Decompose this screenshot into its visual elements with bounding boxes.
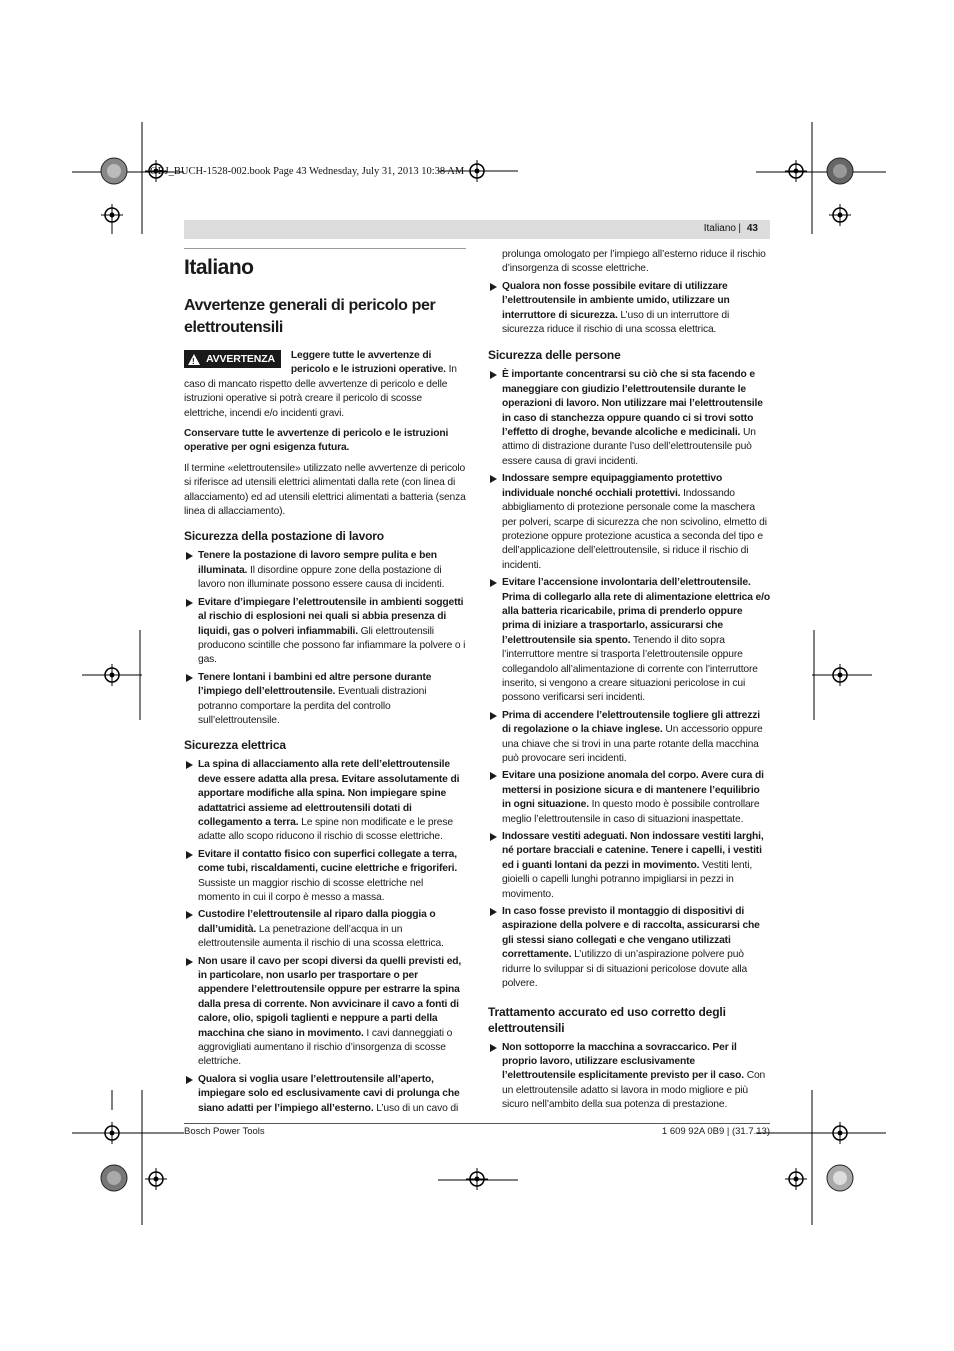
item-text: Un attimo di distrazione durante l’uso dell’elettroutensile può essere causa di gravi incidenti.	[502, 427, 756, 467]
heading-workplace: Sicurezza della postazione di lavoro	[184, 529, 384, 544]
item-bold: È importante concentrarsi su ciò che si sta facendo e maneggiare con giudizio l’elettroutensile durante le operazioni di lavoro. Non utilizzare mai l’elettroutensile in caso di stanchezza oppure quando ci si trovi sotto l’effetto di droghe, bevande alcoliche e medicinali.	[502, 369, 763, 439]
bullet-arrow-icon	[186, 761, 193, 769]
item-bold: Tenere lontani i bambini ed altre persone durante l’impiego dell’elettroutensile.	[198, 671, 432, 698]
crosshair-icon	[829, 1122, 851, 1144]
bullet-arrow-icon	[186, 958, 193, 966]
item-text: Gli elettroutensili producono scintille che possono far infiammare la polvere o i gas.	[198, 625, 466, 666]
item-bold: Non usare il cavo per scopi diversi da quelli previsti ed, in particolare, non usarlo per trasportare o per appendere l’elettroutensile oppure per estrarre la spina dalla presa di corrente. Non avvicinare il cavo a fonti di calore, olio, spigoli taglienti e neppure a parti della macchina che siano in movimento.	[198, 955, 462, 1039]
item-text: Le spine non modificate e le prese adatte allo scopo riducono il rischio di scosse elettriche.	[198, 816, 453, 843]
footer-doc-code: 1 609 92A 0B9 | (31.7.13)	[661, 1126, 770, 1137]
item-bold: Qualora si voglia usare l’elettroutensile all’aperto, impiegare solo ed esclusivamente cavi di prolunga che siano adatti per l’impiego all’esterno.	[198, 1073, 460, 1114]
list-item	[488, 368, 770, 469]
registration-mark-top-left	[72, 122, 184, 234]
bullet-arrow-icon	[490, 712, 497, 720]
item-bold: Prima di accendere l’elettroutensile togliere gli attrezzi di regolazione o la chiave inglese.	[502, 709, 760, 736]
item-bold: La spina di allacciamento alla rete dell’elettroutensile deve essere adatta alla presa. Evitare assolutamente di apportare modifiche alla spina. Non impiegare spine adattatrici assieme ad elettroutensili dotati di collegamento a terra.	[198, 759, 460, 828]
item-bold: Custodire l’elettroutensile al riparo dalla pioggia o dall’umidità.	[198, 909, 436, 935]
item-bold: In caso fosse previsto il montaggio di dispositivi di aspirazione della polvere e di raccolta, assicurarsi che gli stessi siano collegati e che vengano utilizzati correttamente.	[502, 906, 760, 961]
bullet-arrow-icon	[490, 283, 497, 291]
starburst-icon	[100, 157, 128, 185]
item-text: L’uso di un interruttore di sicurezza riduce il rischio di una scossa elettrica.	[502, 309, 730, 336]
warning-text-start: In	[448, 364, 457, 376]
page-header	[184, 220, 770, 239]
bullet-arrow-icon	[490, 772, 497, 780]
item-bold: Indossare sempre equipaggiamento protettivo individuale nonché occhiali protettivi.	[502, 473, 723, 499]
crosshair-icon	[829, 204, 851, 226]
registration-mark-top-right	[756, 122, 886, 234]
bullet-arrow-icon	[186, 1076, 193, 1084]
item-text: Indossando abbigliamento di protezione personale come la maschera per polveri, scarpe di sicurezza che non scivolino, elmetto di protezione oppure protezione acustica a seconda del tipo e dell’applicazione dell’elettroutensile, si riduce il rischio di incidenti.	[502, 487, 767, 571]
list-item	[184, 596, 466, 668]
keep-notice	[184, 427, 466, 456]
bullet-arrow-icon	[490, 579, 497, 587]
page-number: 43	[746, 223, 758, 234]
bullet-arrow-icon	[490, 908, 497, 916]
item-text: Il disordine oppure zone della postazione di lavoro non illuminate possono essere causa di incidenti.	[198, 564, 445, 591]
center-line-bottom	[438, 1179, 518, 1181]
list-item	[488, 280, 770, 338]
warning-badge	[184, 350, 281, 368]
warning-bold-text: Leggere tutte le avvertenze di pericolo e le istruzioni operative.	[290, 350, 446, 376]
continuation-text: prolunga omologato per l’impiego all’esterno riduce il rischio d’insorgenza di scosse elettriche.	[502, 249, 766, 275]
list-item	[488, 830, 770, 902]
item-text: I cavi danneggiati o aggrovigliati aumentano il rischio d’insorgenza di scosse elettriche.	[198, 1027, 453, 1068]
item-text: Con un elettroutensile adatto si lavora in modo migliore e più sicuro nell’ambito della sua potenza di prestazione.	[502, 1070, 766, 1111]
item-text: Tenendo il dito sopra l’interruttore mentre si trasporta l’elettroutensile oppure collegandolo all’alimentazione di corrente con l’interruttore inserito, si vengono a creare situazioni pericolose in cui possono verificarsi seri incidenti.	[502, 634, 758, 704]
heading-personal: Sicurezza delle persone	[488, 348, 621, 363]
item-bold: Evitare il contatto fisico con superfici collegate a terra, come tubi, riscaldamenti, cucine elettriche e frigoriferi.	[198, 848, 458, 875]
crosshair-icon	[785, 160, 807, 182]
starburst-icon	[826, 1164, 854, 1192]
list-item	[488, 769, 770, 827]
warning-lead	[291, 349, 466, 378]
term-paragraph: Il termine «elettroutensile» utilizzato nelle avvertenze di pericolo si riferisce ad utensili elettrici alimentati dalla rete (con linea di allacciamento) ed ad utensili elettrici alimentati a batteria (senza linea di allacciamento).	[184, 462, 466, 518]
warning-text: caso di mancato rispetto delle avvertenze di pericolo e delle istruzioni operative si potrà creare il pericolo di scosse elettriche, incendi e/o incidenti gravi.	[184, 378, 448, 419]
list-item	[488, 472, 770, 573]
crosshair-icon	[101, 204, 123, 226]
starburst-icon	[826, 157, 854, 185]
item-text: In questo modo è possibile controllare meglio l’elettroutensile in caso di situazioni inaspettate.	[502, 799, 760, 825]
keep-notice-text: Conservare tutte le avvertenze di pericolo e le istruzioni operative per ogni esigenza futura.	[184, 428, 449, 454]
heading-handling: Trattamento accurato ed uso corretto degli elettroutensili	[488, 1004, 726, 1035]
item-bold: Evitare l’accensione involontaria dell’elettroutensile. Prima di collegarlo alla rete di alimentazione elettrica e/o alla batteria ricaricabile, prima di prenderlo oppure prima di iniziare a trasportarlo, assicurarsi che l’elettroutensile sia spento.	[502, 577, 770, 646]
crosshair-icon	[101, 1122, 123, 1144]
list-item	[488, 905, 770, 991]
list-item	[184, 1073, 466, 1116]
bullet-arrow-icon	[490, 371, 497, 379]
title-rule	[184, 248, 466, 249]
registration-mark-bottom-left	[72, 1090, 184, 1225]
item-text: L’utilizzo di un’aspirazione polvere può ridurre lo sviluppar si di situazioni pericolose dovute alla polvere.	[502, 949, 748, 990]
list-item	[488, 709, 770, 767]
bullet-arrow-icon	[490, 833, 497, 841]
list-item	[488, 1041, 770, 1113]
list-item	[184, 908, 466, 951]
warning-badge-label: AVVERTENZA	[206, 352, 275, 365]
item-bold: Evitare d’impiegare l’elettroutensile in ambienti soggetti al rischio di esplosioni nei quali si abbia presenza di liquidi, gas o polveri infiammabili.	[198, 596, 464, 637]
header-language: Italiano	[703, 223, 736, 234]
crosshair-icon	[785, 1168, 807, 1190]
item-bold: Indossare vestiti adeguati. Non indossare vestiti larghi, né portare bracciali e catenine. Tenere i capelli, i vestiti ed i guanti lontani da pezzi in movimento.	[502, 831, 764, 871]
crosshair-icon	[145, 1168, 167, 1190]
starburst-icon	[100, 1164, 128, 1192]
heading-electrical: Sicurezza elettrica	[184, 738, 286, 753]
side-line-left	[82, 630, 142, 720]
item-bold: Non sottoporre la macchina a sovraccarico. Per il proprio lavoro, utilizzare esclusivamente l’elettroutensile esplicitamente previsto per il caso.	[502, 1041, 744, 1082]
item-text: La penetrazione dell’acqua in un elettroutensile aumenta il rischio di una scossa elettrica.	[198, 923, 444, 950]
right-column	[488, 248, 770, 1116]
list-item	[184, 955, 466, 1070]
header-separator: |	[738, 223, 741, 234]
footer-brand: Bosch Power Tools	[184, 1126, 265, 1137]
item-text: Eventuali distrazioni potranno comportare la perdita del controllo sull’elettroutensile.	[198, 686, 427, 726]
warning-icon: !	[188, 354, 200, 365]
bullet-arrow-icon	[490, 475, 497, 483]
bullet-arrow-icon	[186, 911, 193, 919]
list-item	[184, 758, 466, 844]
bullet-arrow-icon	[186, 674, 193, 682]
footer-rule	[184, 1123, 770, 1124]
item-text: Sussiste un maggior rischio di scosse elettriche nel momento in cui il corpo è messo a massa.	[198, 877, 424, 903]
left-column	[184, 248, 466, 1119]
item-text: Vestiti lenti, gioielli o capelli lunghi potranno impigliarsi in pezzi in movimento.	[502, 859, 753, 900]
bullet-arrow-icon	[490, 1044, 497, 1052]
side-line-right	[812, 630, 872, 720]
page-title: Italiano	[184, 256, 254, 279]
section-title: Avvertenze generali di pericolo per elettroutensili	[184, 297, 436, 336]
list-item	[184, 549, 466, 592]
list-item	[488, 576, 770, 706]
list-item	[184, 848, 466, 906]
bullet-arrow-icon	[186, 552, 193, 560]
item-text: L’uso di un cavo di	[373, 1102, 459, 1114]
list-item	[184, 671, 466, 729]
item-bold: Tenere la postazione di lavoro sempre pulita e ben illuminata.	[198, 550, 437, 576]
print-info-line: OBJ_BUCH-1528-002.book Page 43 Wednesday, July 31, 2013 10:38 AM	[150, 166, 465, 177]
bullet-arrow-icon	[186, 851, 193, 859]
item-bold: Qualora non fosse possibile evitare di utilizzare l’elettroutensile in ambiente umido, utilizzare un interruttore di sicurezza.	[502, 280, 730, 321]
item-text: Un accessorio oppure una chiave che si trovi in una parte rotante della macchina può provocare seri incidenti.	[502, 724, 763, 764]
bullet-arrow-icon	[186, 599, 193, 607]
warning-block	[184, 349, 466, 378]
item-bold: Evitare una posizione anomala del corpo. Avere cura di mettersi in posizione sicura e di mantenere l’equilibrio in ogni situazione.	[502, 770, 764, 811]
registration-mark-bottom-right	[756, 1090, 886, 1225]
